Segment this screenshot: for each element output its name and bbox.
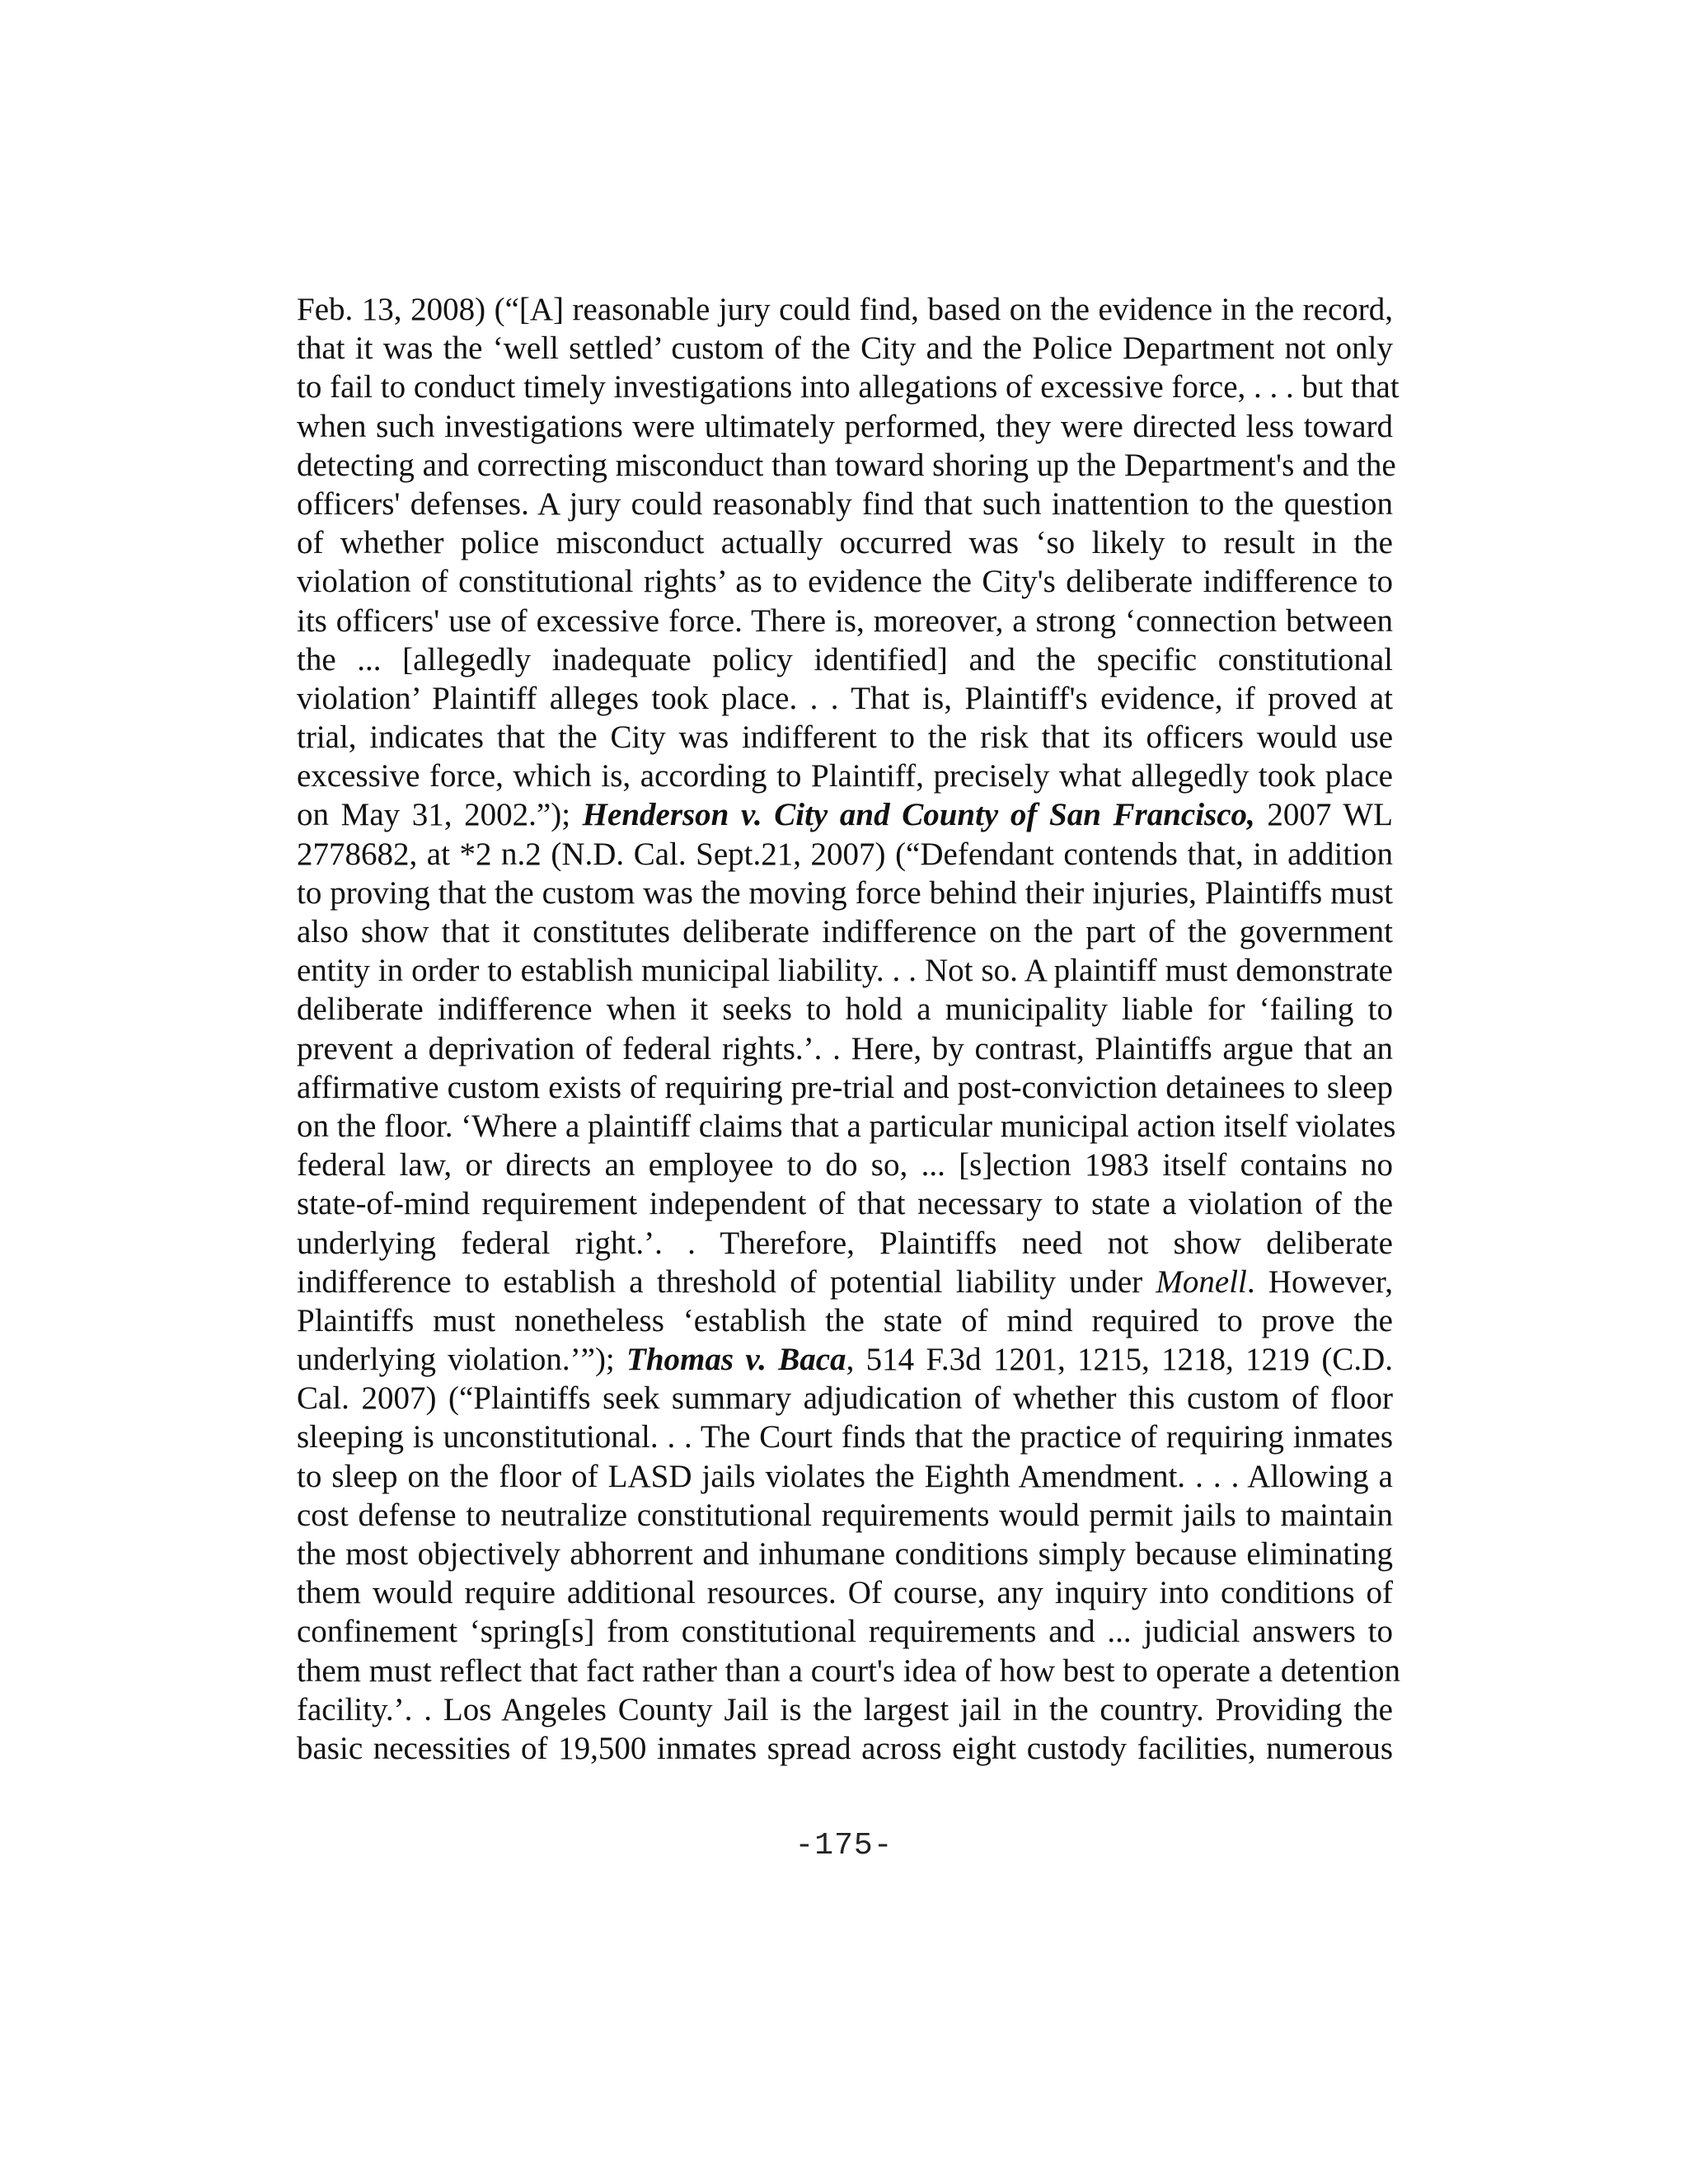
text-line: on the floor. ‘Where a plaintiff claims that a particular municipal action itself violates: [297, 1108, 1396, 1144]
text-line: that it was the ‘well settled’ custom of the City and the Police Department not only: [297, 330, 1393, 367]
text-line: confinement ‘spring[s] from constitutional requirements and ... judicial answers to: [297, 1614, 1393, 1650]
text-line: officers' defenses. A jury could reasonably find that such inattention to the question: [297, 485, 1393, 522]
text-segment: . However,: [1246, 1263, 1393, 1300]
text-line: sleeping is unconstitutional. . . The Court finds that the practice of requiring inmates: [297, 1419, 1393, 1455]
text-line: [297, 1340, 1393, 1379]
text-line: entity in order to establish municipal liability. . . Not so. A plaintiff must demonstrate: [297, 953, 1393, 989]
text-line: them must reflect that fact rather than a court's idea of how best to operate a detention: [297, 1652, 1401, 1689]
text-line: trial, indicates that the City was indifferent to the risk that its officers would use: [297, 719, 1393, 756]
text-line: detecting and correcting misconduct than toward shoring up the Department's and the: [297, 447, 1396, 483]
text-line: also show that it constitutes deliberate indifference on the part of the government: [297, 914, 1393, 949]
text-line: [297, 1263, 1393, 1301]
case-reference-monell: Monell: [1156, 1263, 1247, 1300]
text-line: Plaintiffs must nonetheless ‘establish the state of mind required to prove the: [297, 1302, 1393, 1338]
case-citation-henderson: Henderson v. City and County of San Francisco,: [582, 797, 1255, 833]
text-line: [297, 795, 1393, 834]
text-line: Cal. 2007) (“Plaintiffs seek summary adjudication of whether this custom of floor: [297, 1380, 1393, 1417]
text-line: basic necessities of 19,500 inmates spread across eight custody facilities, numerous: [297, 1730, 1393, 1766]
text-line: federal law, or directs an employee to do so, ... [s]ection 1983 itself contains no: [297, 1147, 1393, 1183]
text-line: deliberate indifference when it seeks to hold a municipality liable for ‘failing to: [297, 991, 1393, 1028]
text-line: them would require additional resources. Of course, any inquiry into conditions of: [297, 1575, 1393, 1611]
text-line: to sleep on the floor of LASD jails violates the Eighth Amendment. . . . Allowing a: [297, 1458, 1393, 1494]
text-line: its officers' use of excessive force. There is, moreover, a strong ‘connection between: [297, 602, 1393, 639]
text-line: affirmative custom exists of requiring pre-trial and post-conviction detainees to sleep: [297, 1069, 1393, 1105]
text-segment: 2007 WL: [1254, 797, 1393, 833]
text-line: state-of-mind requirement independent of that necessary to state a violation of the: [297, 1186, 1393, 1222]
text-line: to fail to conduct timely investigations into allegations of excessive force, . . . but that: [297, 369, 1400, 405]
body-text: [297, 290, 1401, 1768]
text-line: prevent a deprivation of federal rights.’. . Here, by contrast, Plaintiffs argue that an: [297, 1030, 1393, 1066]
text-line: when such investigations were ultimately performed, they were directed less toward: [297, 408, 1393, 444]
case-citation-thomas: Thomas v. Baca: [626, 1342, 846, 1378]
text-line: underlying federal right.’. . Therefore, Plaintiffs need not show deliberate: [297, 1225, 1393, 1261]
text-line: to proving that the custom was the moving force behind their injuries, Plaintiffs must: [297, 874, 1393, 911]
text-segment: underlying violation.’”);: [297, 1342, 627, 1378]
text-line: excessive force, which is, according to Plaintiff, precisely what allegedly took place: [297, 758, 1393, 794]
text-line: the ... [allegedly inadequate policy identified] and the specific constitutional: [297, 641, 1393, 677]
text-line: 2778682, at *2 n.2 (N.D. Cal. Sept.21, 2007) (“Defendant contends that, in addition: [297, 836, 1393, 872]
text-line: violation’ Plaintiff alleges took place. . . That is, Plaintiff's evidence, if proved at: [297, 680, 1393, 716]
text-segment: on May 31, 2002.”);: [297, 797, 583, 833]
text-line: Feb. 13, 2008) (“[A] reasonable jury could find, based on the evidence in the record,: [297, 292, 1393, 327]
page-number: -175-: [795, 1828, 893, 1863]
text-segment: indifference to establish a threshold of potential liability under: [297, 1263, 1156, 1300]
text-segment: , 514 F.3d 1201, 1215, 1218, 1219 (C.D.: [846, 1342, 1393, 1378]
text-line: of whether police misconduct actually occurred was ‘so likely to result in the: [297, 525, 1393, 561]
text-line: facility.’. . Los Angeles County Jail is the largest jail in the country. Providing the: [297, 1691, 1393, 1727]
text-line: cost defense to neutralize constitutional requirements would permit jails to maintain: [297, 1497, 1393, 1533]
text-line: violation of constitutional rights’ as to evidence the City's deliberate indifference to: [297, 564, 1393, 600]
text-line: the most objectively abhorrent and inhumane conditions simply because eliminating: [297, 1536, 1393, 1572]
